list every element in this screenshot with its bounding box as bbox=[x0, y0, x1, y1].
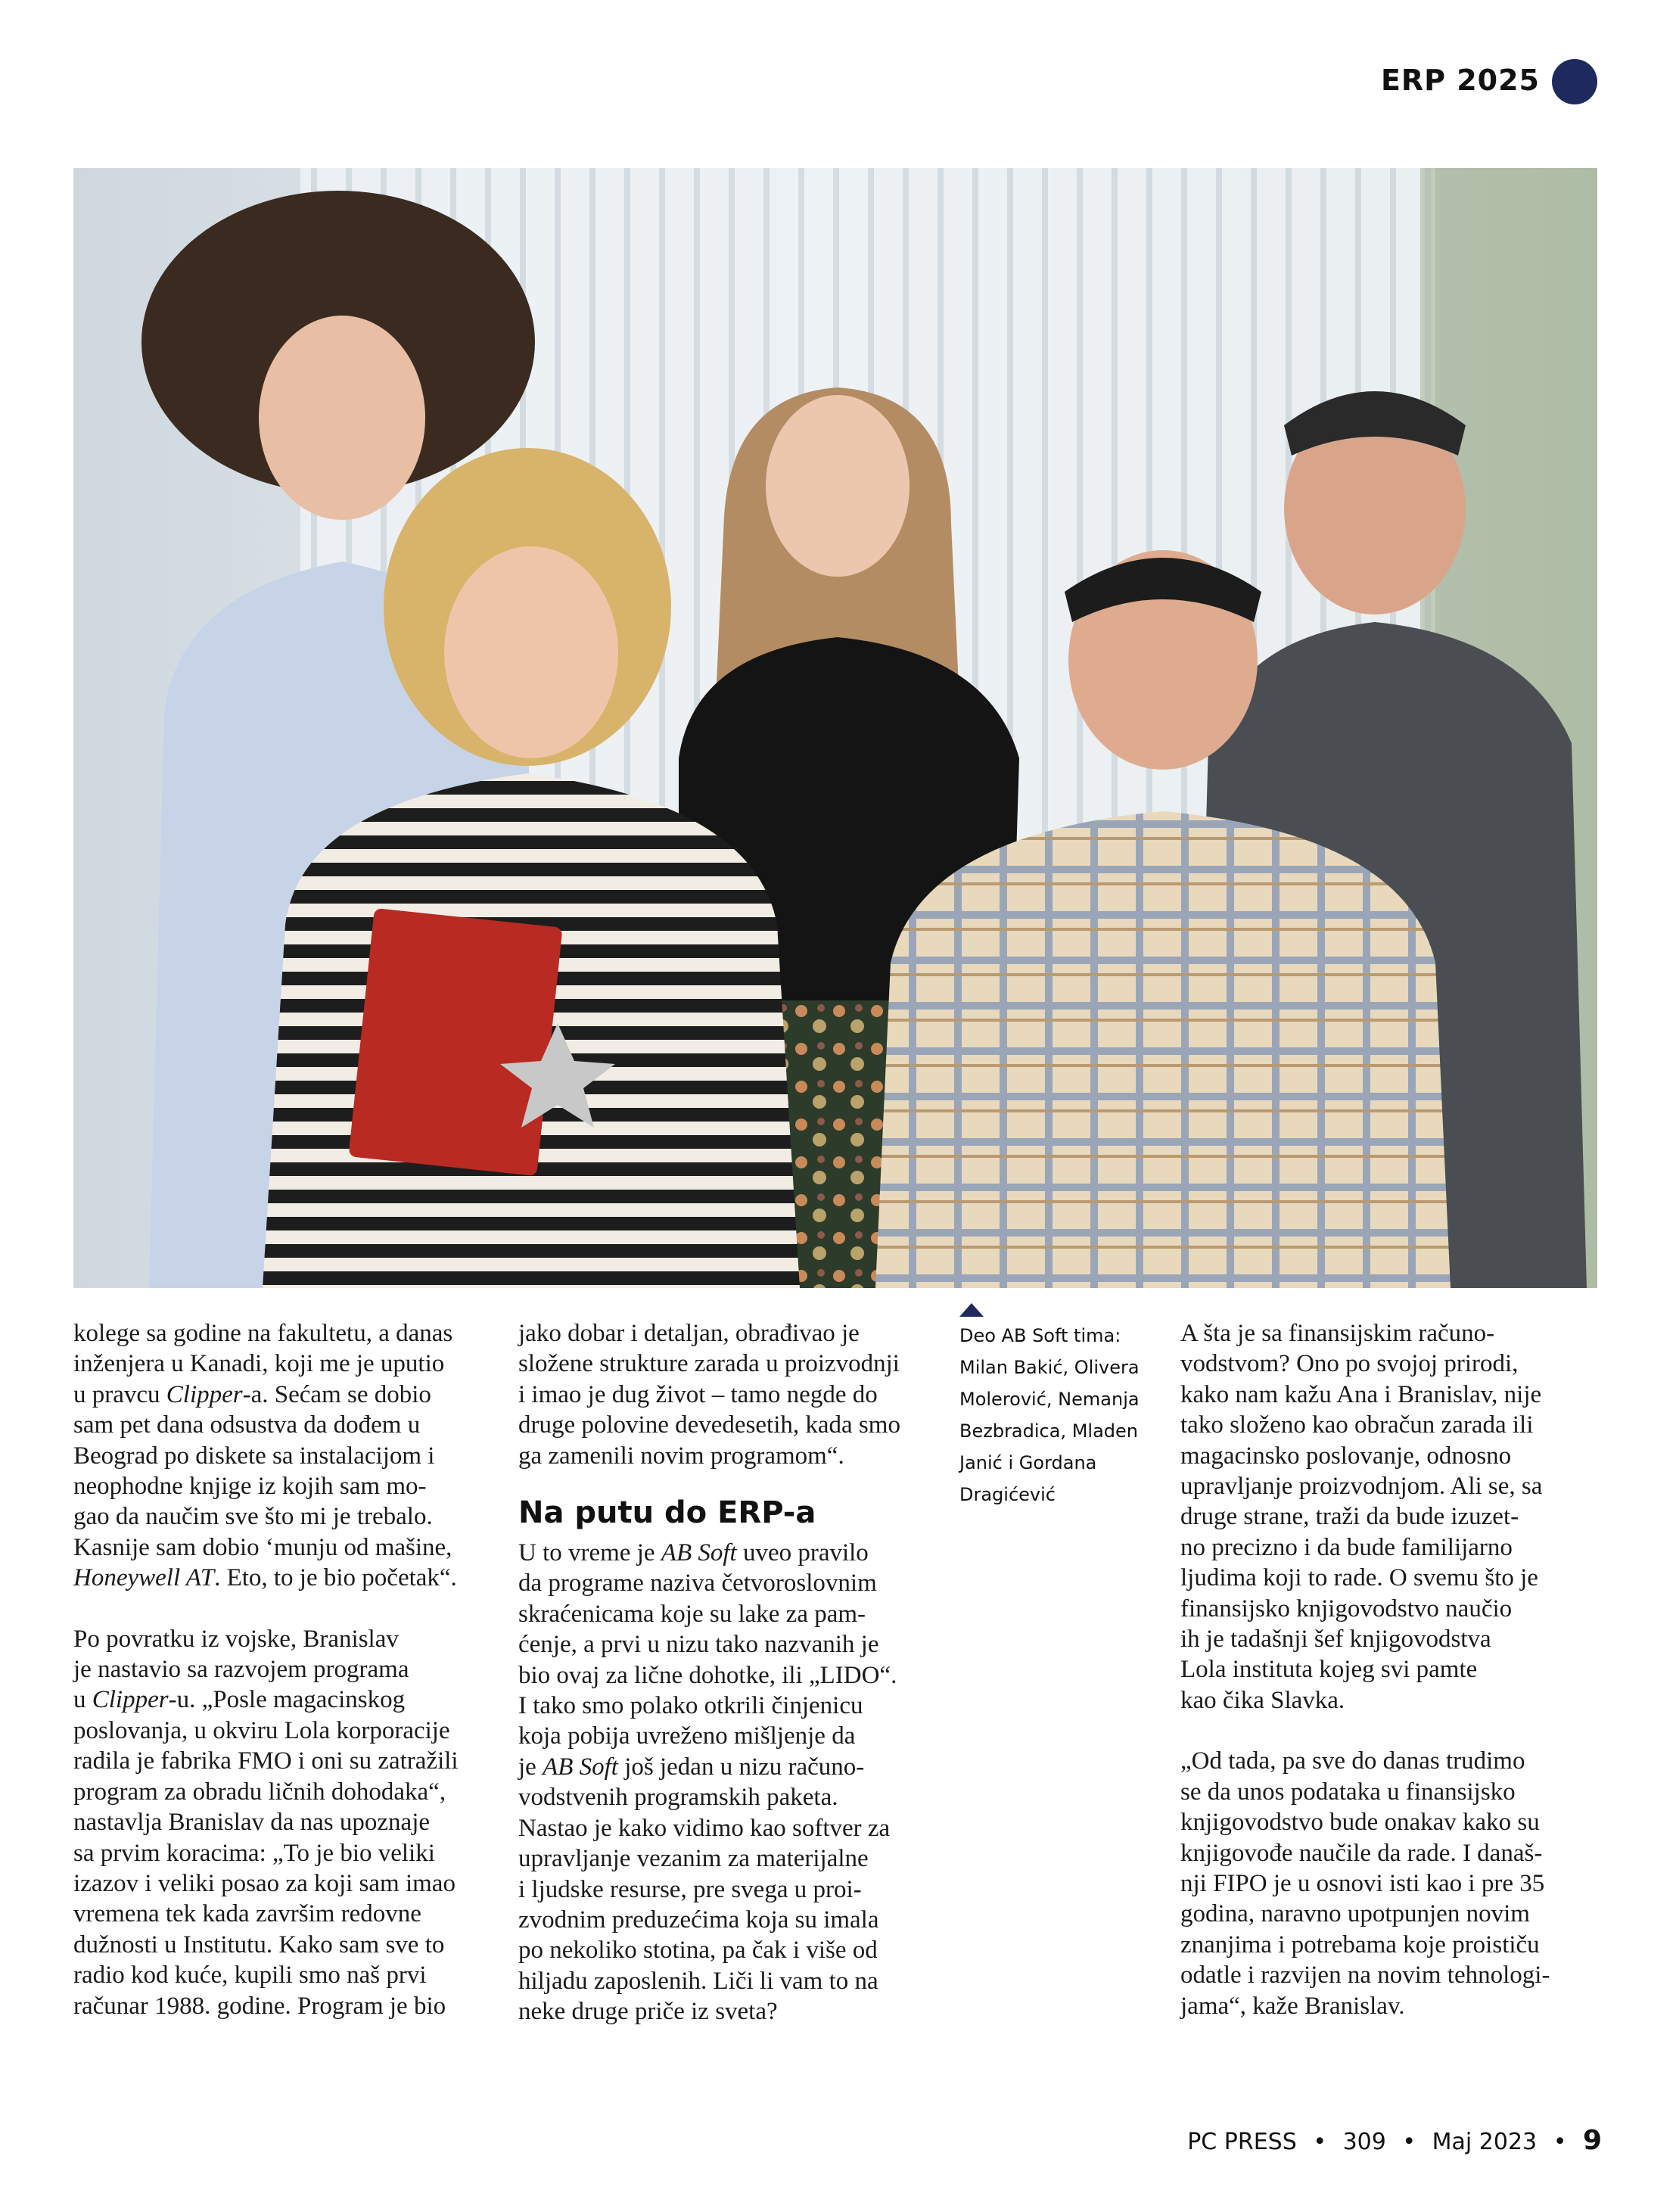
text-line: Nastao je kako vidimo kao softver za bbox=[518, 1814, 891, 1842]
article-column-1 bbox=[73, 1318, 497, 2021]
text-line: Po povratku iz vojske, Branislav bbox=[73, 1625, 399, 1653]
text-line: finansijsko knjigovodstvo naučio bbox=[1180, 1594, 1513, 1622]
article-column-3 bbox=[1180, 1318, 1604, 2021]
text-line: zvodnim preduzećima koja su imala bbox=[518, 1906, 879, 1934]
text-line: odatle i razvijen na novim tehnologi- bbox=[1180, 1962, 1550, 1990]
text-line: A šta je sa finansijskim računo- bbox=[1180, 1320, 1495, 1347]
paragraph bbox=[1180, 1318, 1604, 1716]
text-line: Lola instituta kojeg svi pamte bbox=[1180, 1656, 1478, 1684]
text-line: u Clipper-u. „Posle magacinskog bbox=[73, 1686, 406, 1714]
text-line: magacinsko poslovanje, odnosno bbox=[1180, 1442, 1512, 1470]
caption-line: Dragićević bbox=[959, 1484, 1056, 1505]
text-line: ćenje, a prvi u nizu tako nazvanih je bbox=[518, 1631, 879, 1659]
text-line: jako dobar i detaljan, obrađivao je bbox=[518, 1320, 860, 1347]
caption-line: Janić i Gordana bbox=[959, 1452, 1097, 1473]
paragraph bbox=[518, 1318, 942, 1471]
text-line: poslovanja, u okviru Lola korporacije bbox=[73, 1716, 450, 1744]
caption-triangle-icon bbox=[959, 1303, 984, 1317]
text-line: vremena tek kada završim redovne bbox=[73, 1900, 421, 1928]
caption-line: Milan Bakić, Olivera bbox=[959, 1357, 1140, 1378]
paragraph bbox=[1180, 1746, 1604, 2021]
text-line: ga zamenili novim programom“. bbox=[518, 1442, 844, 1470]
text-line: „Od tada, pa sve do danas trudimo bbox=[1180, 1747, 1525, 1775]
section-title: ERP 2025 bbox=[1380, 64, 1540, 97]
paragraph bbox=[73, 1624, 497, 2021]
text-line: nastavlja Branislav da nas upoznaje bbox=[73, 1809, 431, 1837]
text-line: sa prvim koracima: „To je bio veliki bbox=[73, 1839, 435, 1867]
text-line: vodstvenih programskih paketa. bbox=[518, 1784, 838, 1812]
text-line: znanjima i potrebama koje proističu bbox=[1180, 1930, 1540, 1958]
text-line: ih je tadašnji šef knjigovodstva bbox=[1180, 1626, 1491, 1654]
text-line: izazov i veliki posao za koji sam imao bbox=[73, 1869, 456, 1897]
text-line: inženjera u Kanadi, koji me je uputio bbox=[73, 1350, 445, 1378]
text-line: ljudima koji to rade. O svemu što je bbox=[1180, 1564, 1538, 1592]
text-line: tako složeno kao obračun zarada ili bbox=[1180, 1411, 1534, 1439]
subheading: Na putu do ERP-a bbox=[518, 1495, 816, 1531]
issue-date: Maj 2023 bbox=[1432, 2129, 1538, 2155]
page-footer bbox=[1187, 2125, 1602, 2156]
text-line: I tako smo polako otkrili činjenicu bbox=[518, 1692, 863, 1720]
team-photo-illustration bbox=[73, 168, 1597, 1288]
page-number: 9 bbox=[1582, 2125, 1602, 2156]
text-line: U to vreme je AB Soft uveo pravilo bbox=[518, 1539, 869, 1567]
photo-caption bbox=[959, 1320, 1156, 1510]
text-line: je nastavio sa razvojem programa bbox=[73, 1656, 409, 1684]
text-line: je AB Soft još jedan u nizu računo- bbox=[518, 1753, 865, 1781]
caption-line: Deo AB Soft tima: bbox=[959, 1325, 1121, 1346]
text-line: u pravcu Clipper-a. Sećam se dobio bbox=[73, 1380, 431, 1408]
caption-line: Molerović, Nemanja bbox=[959, 1389, 1140, 1410]
text-line: radila je fabrika FMO i oni su zatražili bbox=[73, 1747, 459, 1775]
text-line: kao čika Slavka. bbox=[1180, 1686, 1345, 1714]
team-photo bbox=[73, 168, 1597, 1288]
text-line: hiljadu zaposlenih. Liči li vam to na bbox=[518, 1967, 878, 1995]
text-line: druge polovine devedesetih, kada smo bbox=[518, 1411, 900, 1439]
text-line: kako nam kažu Ana i Branislav, nije bbox=[1180, 1380, 1542, 1408]
paragraph bbox=[73, 1318, 497, 1594]
text-line: gao da naučim sve što mi je trebalo. bbox=[73, 1503, 433, 1531]
text-line: no precizno i da bude familijarno bbox=[1180, 1533, 1513, 1561]
text-line: jama“, kaže Branislav. bbox=[1180, 1992, 1405, 2020]
text-line: Kasnije sam dobio ‘munju od mašine, bbox=[73, 1533, 452, 1561]
text-line: da programe naziva četvoroslovnim bbox=[518, 1570, 877, 1598]
paragraph bbox=[518, 1538, 942, 2027]
issue-number: 309 bbox=[1342, 2129, 1386, 2155]
text-line: program za obradu ličnih dohodaka“, bbox=[73, 1778, 446, 1806]
text-line: sam pet dana odsustva da dođem u bbox=[73, 1411, 421, 1439]
text-line: Beograd po diskete sa instalacijom i bbox=[73, 1442, 435, 1470]
text-line: nji FIPO je u osnovi isti kao i pre 35 bbox=[1180, 1869, 1545, 1897]
text-line: upravljanje proizvodnjom. Ali se, sa bbox=[1180, 1473, 1543, 1501]
text-line: Honeywell AT. Eto, to je bio početak“. bbox=[73, 1564, 457, 1592]
text-line: se da unos podataka u finansijsko bbox=[1180, 1778, 1516, 1806]
text-line: neophodne knjige iz kojih sam mo- bbox=[73, 1473, 427, 1501]
text-line: dužnosti u Institutu. Kako sam sve to bbox=[73, 1930, 445, 1958]
text-line: vodstvom? Ono po svojoj prirodi, bbox=[1180, 1350, 1519, 1378]
article-column-2 bbox=[518, 1318, 942, 2027]
text-line: skraćenicama koje su lake za pam- bbox=[518, 1600, 866, 1628]
text-line: i ljudske resurse, pre svega u proi- bbox=[518, 1875, 862, 1903]
text-line: po nekoliko stotina, pa čak i više od bbox=[518, 1937, 878, 1965]
text-line: knjigovodstvo bude onakav kako su bbox=[1180, 1809, 1540, 1837]
text-line: upravljanje vezanim za materijalne bbox=[518, 1845, 869, 1873]
footer-separator: • bbox=[1402, 2129, 1416, 2155]
section-dot-icon bbox=[1552, 59, 1597, 104]
publication-name: PC PRESS bbox=[1187, 2129, 1297, 2155]
text-line: bio ovaj za lične dohotke, ili „LIDO“. bbox=[518, 1661, 897, 1689]
text-line: računar 1988. godine. Program je bio bbox=[73, 1992, 446, 2020]
footer-separator: • bbox=[1553, 2129, 1567, 2155]
text-line: godina, naravno upotpunjen novim bbox=[1180, 1900, 1530, 1928]
text-line: koja pobija uvreženo mišljenje da bbox=[518, 1722, 856, 1750]
text-line: neke druge priče iz sveta? bbox=[518, 1998, 778, 2026]
text-line: knjigovođe naučile da rade. I današ- bbox=[1180, 1839, 1543, 1867]
text-line: i imao je dug život – tamo negde do bbox=[518, 1380, 878, 1408]
caption-line: Bezbradica, Mladen bbox=[959, 1420, 1138, 1442]
text-line: druge strane, traži da bude izuzet- bbox=[1180, 1503, 1519, 1531]
text-line: radio kod kuće, kupili smo naš prvi bbox=[73, 1962, 427, 1990]
footer-separator: • bbox=[1313, 2129, 1327, 2155]
text-line: složene strukture zarada u proizvodnji bbox=[518, 1350, 900, 1378]
text-line: kolege sa godine na fakultetu, a danas bbox=[73, 1320, 453, 1347]
